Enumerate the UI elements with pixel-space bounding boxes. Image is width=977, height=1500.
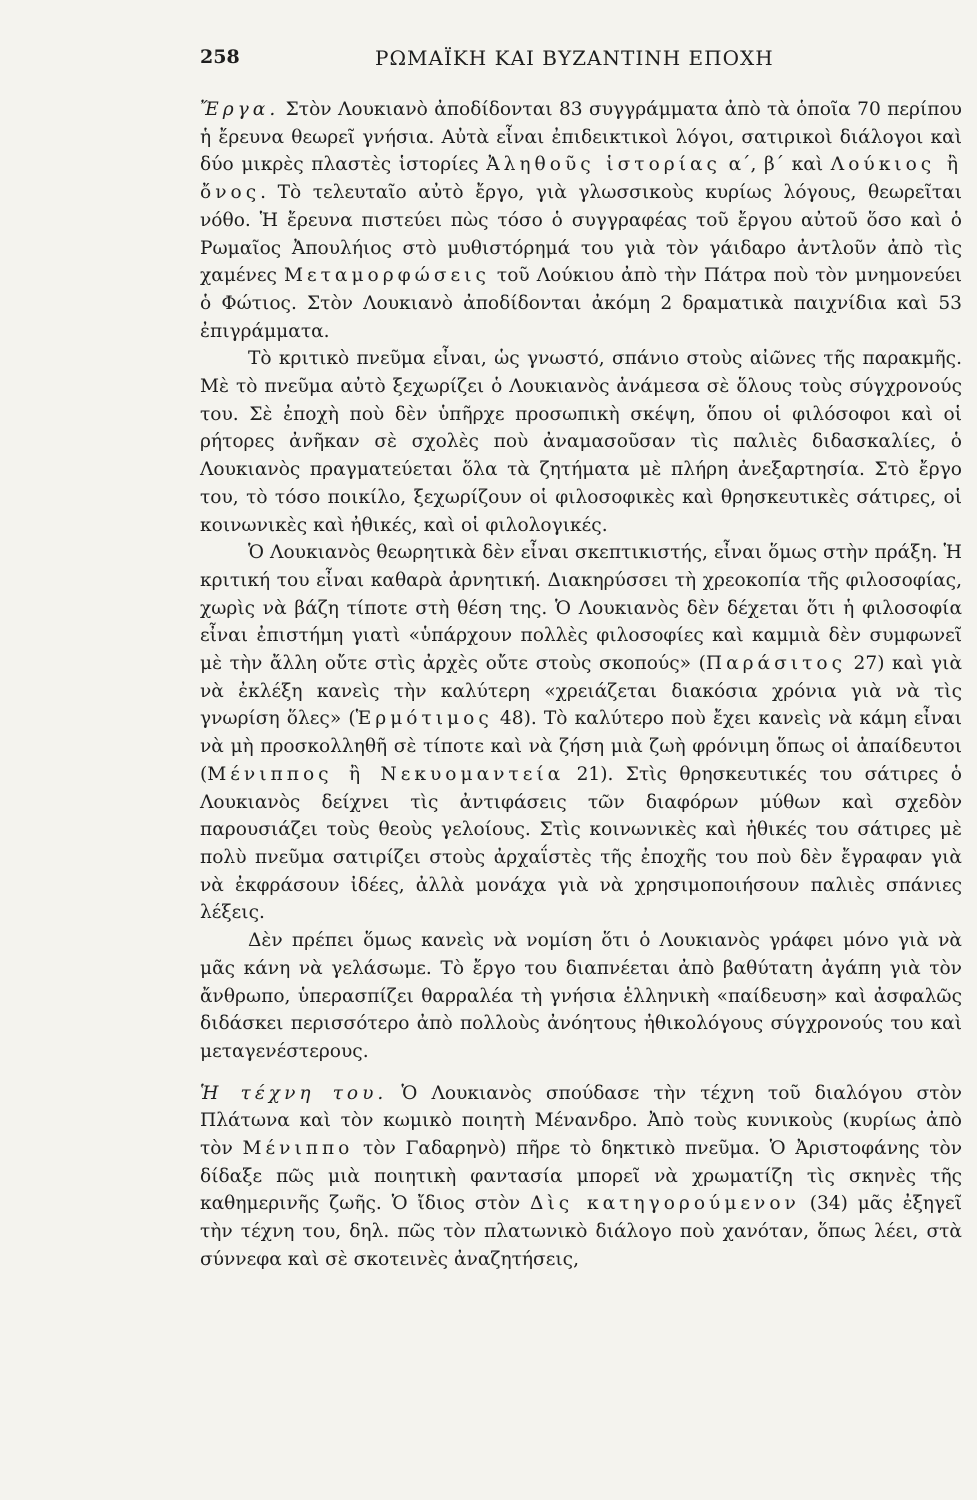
text-run: τοῦ Λούκιου ἀπὸ τὴν Πάτρα ποὺ τὸν μνημονεύει ὁ Φώτιος. Στὸν Λουκιανὸ ἀποδίδονται ἀκόμη 2 δραματικὰ παιχνίδια καὶ 53 ἐπιγράμματα. bbox=[200, 265, 962, 342]
text-run: Δὲν πρέπει ὅμως κανεὶς νὰ νομίση ὅτι ὁ Λουκιανὸς γράφει μόνο γιὰ νὰ μᾶς κάνη νὰ γελάσωμε. Τὸ ἔργο του διαπνέεται ἀπὸ βαθύτατη ἀγάπη γιὰ τὸν ἄνθρωπο, ὑπερασπίζει θαρραλέα τὴ γνήσια ἑλληνικὴ «παίδευση» καὶ ἀσφαλῶς διδάσκει περισσότερο ἀπὸ πολλοὺς ἀνόητους ἠθικολόγους σύγχρονούς του καὶ μεταγενέστερους. bbox=[200, 930, 962, 1062]
paragraph-skepticism bbox=[200, 539, 962, 927]
spaced-title: Μένιππος ἢ Νεκυομαντεία bbox=[207, 763, 565, 785]
spaced-title: Μένιππο bbox=[242, 1138, 354, 1160]
paragraph-works bbox=[200, 96, 962, 345]
spaced-title: Δὶς κατηγορούμενον bbox=[530, 1193, 800, 1215]
spaced-title: Μεταμορφώσεις bbox=[283, 265, 490, 287]
text-run: Στὸν Λουκιανὸ ἀποδίδονται 83 συγγράμματα ἀπὸ τὰ ὁποῖα 70 περίπου ἡ ἔρευνα θεωρεῖ γνήσια. Αὐτὰ εἶναι ἐπιδεικτικοὶ λόγοι, σατιρικοὶ διάλογοι καὶ δύο μικρὲς πλαστὲς ἱστορίες bbox=[200, 99, 962, 176]
page-number: 258 bbox=[200, 46, 240, 68]
section-heading-art: Ἡ τέχνη του. bbox=[200, 1082, 388, 1104]
text-run: 27) καὶ γιὰ νὰ ἐκλέξη κανεὶς τὴν καλύτερη «χρειάζεται διακόσια χρόνια γιὰ νὰ τὶς γνωρίση ὅλες» ( bbox=[200, 653, 962, 730]
text-run: . Τὸ τελευταῖο αὐτὸ ἔργο, γιὰ γλωσσικοὺς κυρίως λόγους, θεωρεῖται νόθο. Ἡ ἔρευνα πιστεύει πὼς τόσο ὁ συγγραφέας τοῦ ἔργου αὐτοῦ ὅσο καὶ ὁ Ρωμαῖος Ἀπουλήιος στὸ μυθιστόρημά του γιὰ τὸν γάιδαρο ἀντλοῦν ἀπὸ τὶς χαμένες bbox=[200, 182, 962, 287]
section-heading-works: Ἔργα. bbox=[200, 99, 280, 120]
paragraph-critical-spirit bbox=[200, 345, 962, 539]
text-run: Ὁ Λουκιανὸς σπούδασε τὴν τέχνη τοῦ διαλόγου στὸν Πλάτωνα καὶ τὸν κωμικὸ ποιητὴ Μένανδρο. Ἀπὸ τοὺς κυνικοὺς (κυρίως ἀπὸ τὸν bbox=[200, 1082, 962, 1160]
spaced-title: Παράσιτος bbox=[705, 653, 846, 675]
text-run: Ὁ Λουκιανὸς θεωρητικὰ δὲν εἶναι σκεπτικιστής, εἶναι ὅμως στὴν πράξη. Ἡ κριτική του εἶναι καθαρὰ ἀρνητική. Διακηρύσσει τὴ χρεοκοπία τῆς φιλοσοφίας, χωρὶς νὰ βάζη τίποτε στὴ θέση της. Ὁ Λουκιανὸς δὲν δέχεται ὅτι ἡ φιλοσοφία εἶναι ἐπιστήμη γιατὶ «ὑπάρχουν πολλὲς φιλοσοφίες καὶ καμμιὰ δὲν συμφωνεῖ μὲ τὴν ἄλλη οὔτε στὶς ἀρχὲς οὔτε στοὺς σκοπούς» ( bbox=[200, 542, 962, 675]
paragraph-art bbox=[200, 1080, 962, 1274]
running-head bbox=[200, 46, 777, 76]
spaced-title: Λούκιος ἢ ὄνος bbox=[200, 154, 962, 204]
text-run: 21). Στὶς θρησκευτικές του σάτιρες ὁ Λουκιανὸς δείχνει τὶς ἀντιφάσεις τῶν διαφόρων μύθων καὶ σχεδὸν παρουσιάζει τοὺς θεοὺς γελοίους. Στὶς κοινωνικὲς καὶ ἠθικές του σάτιρες μὲ πολὺ πνεῦμα σατιρίζει στοὺς ἀρχαΐστὲς τῆς ἐποχῆς του ποὺ δὲν ἔγραφαν γιὰ νὰ ἐκφράσουν ἰδέες, ἀλλὰ μονάχα γιὰ νὰ χρησιμοποιήσουν παλιὲς σπάνιες λέξεις. bbox=[200, 763, 962, 924]
body-text bbox=[200, 96, 962, 1274]
text-run: Τὸ κριτικὸ πνεῦμα εἶναι, ὡς γνωστό, σπάνιο στοὺς αἰῶνες τῆς παρακμῆς. Μὲ τὸ πνεῦμα αὐτὸ ξεχωρίζει ὁ Λουκιανὸς ἀνάμεσα σὲ ὅλους τοὺς σύγχρονούς του. Σὲ ἐποχὴ ποὺ δὲν ὑπῆρχε προσωπικὴ σκέψη, ὅπου οἱ φιλόσοφοι καὶ οἱ ρήτορες ἀνῆκαν σὲ σχολὲς ποὺ ἀναμασοῦσαν τὶς παλιὲς διδασκαλίες, ὁ Λουκιανὸς πραγματεύεται ὅλα τὰ ζητήματα μὲ πλήρη ἀνεξαρτησία. Στὸ ἔργο του, τὸ τόσο ποικίλο, ξεχωρίζουν οἱ φιλοσοφικὲς καὶ θρησκευτικὲς σάτιρες, οἱ κοινωνικὲς καὶ ἠθικές, καὶ οἱ φιλολογικές. bbox=[200, 348, 962, 536]
running-title: ΡΩΜΑΪΚΗ ΚΑΙ ΒΥΖΑΝΤΙΝΗ ΕΠΟΧΗ bbox=[375, 46, 774, 70]
paragraph-humanism bbox=[200, 927, 962, 1066]
text-run: α΄, β΄ καὶ bbox=[720, 154, 831, 176]
text-run: τὸν Γαδαρηνὸ) πῆρε τὸ δηκτικὸ πνεῦμα. Ὁ Ἀριστοφάνης τὸν δίδαξε πῶς μιὰ ποιητικὴ φαντασία μπορεῖ νὰ χρωματίζη τὶς σκηνὲς τῆς καθημερινῆς ζωῆς. Ὁ ἴδιος στὸν bbox=[200, 1138, 962, 1215]
spaced-title: Ἑρμότιμος bbox=[355, 708, 493, 730]
text-run: 48). Τὸ καλύτερο ποὺ ἔχει κανεὶς νὰ κάμη εἶναι νὰ μὴ προσκολληθῆ σὲ τίποτε καὶ νὰ ζήση μιὰ ζωὴ φρόνιμη ὅπως οἱ ἀπαίδευτοι ( bbox=[200, 708, 963, 785]
text-run: (34) μᾶς ἐξηγεῖ τὴν τέχνη του, δηλ. πῶς τὸν πλατωνικὸ διάλογο ποὺ χανόταν, ὅπως λέει, στὰ σύννεφα καὶ σὲ σκοτεινὲς ἀναζητήσεις, bbox=[200, 1193, 962, 1270]
spaced-title: Ἀληθοῦς ἱστορίας bbox=[486, 154, 721, 176]
